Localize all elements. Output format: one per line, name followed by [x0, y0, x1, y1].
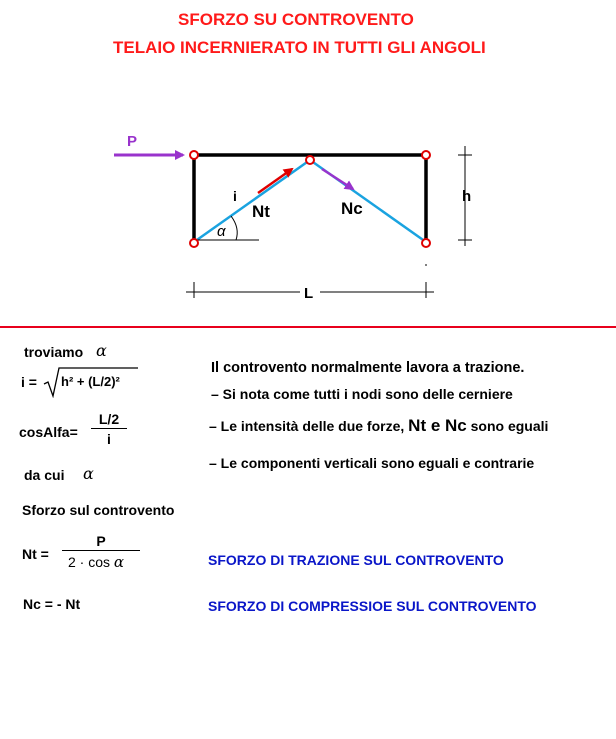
alpha-symbol-1: α — [96, 341, 107, 360]
hinge-top-right — [422, 151, 430, 159]
cos-denominator: i — [107, 431, 111, 447]
height-label: h — [462, 188, 472, 205]
tension-arrow — [258, 169, 292, 193]
alpha-symbol-2: α — [83, 464, 94, 483]
hinge-bottom-left — [190, 239, 198, 247]
span-label: L — [304, 285, 314, 302]
note-line-3-part-c: sono eguali — [470, 418, 549, 434]
troviamo-text: troviamo — [24, 344, 84, 360]
note-line-3 — [209, 416, 548, 436]
title-line-2: TELAIO INCERNIERATO IN TUTTI GLI ANGOLI — [113, 38, 486, 57]
cos-formula-lhs: cosAlfa= — [19, 424, 78, 440]
nc-formula: Nc = - Nt — [23, 596, 81, 612]
inclination-label: i — [233, 188, 237, 204]
compression-arrow — [322, 169, 353, 189]
hinge-bottom-right — [422, 239, 430, 247]
sqrt-body: h² + (L/2)² — [61, 374, 120, 389]
frame-diagram — [0, 0, 616, 330]
nt-denominator: 2 · cos — [68, 554, 111, 570]
i-formula-lhs: i = — [21, 374, 37, 390]
hinge-top-left — [190, 151, 198, 159]
compression-result-label: SFORZO DI COMPRESSIOE SUL CONTROVENTO — [208, 598, 537, 614]
nt-fraction — [62, 533, 140, 571]
title-line-1: SFORZO SU CONTROVENTO — [178, 10, 414, 29]
note-line-2: – Si nota come tutti i nodi sono delle cerniere — [211, 386, 513, 402]
note-line-3-part-a: – Le intensità delle due forze, — [209, 418, 405, 434]
note-line-1: Il controvento normalmente lavora a trazione. — [211, 360, 525, 376]
hinge-apex — [306, 156, 314, 164]
da-cui-text: da cui — [24, 467, 65, 483]
load-label: P — [127, 133, 138, 150]
frame — [194, 155, 426, 242]
section-divider — [0, 326, 616, 328]
cos-fraction — [91, 411, 127, 447]
note-line-3-part-b: Nt e Nc — [408, 416, 467, 435]
angle-arc — [231, 216, 237, 240]
compression-label: Nc — [341, 199, 363, 218]
tension-label: Nt — [252, 202, 270, 221]
nt-denominator-alpha: α — [113, 553, 125, 571]
angle-label: α — [217, 223, 226, 240]
cos-numerator: L/2 — [91, 411, 127, 429]
nt-formula-lhs: Nt = — [22, 546, 49, 562]
nt-numerator: P — [62, 533, 140, 551]
section-title: Sforzo sul controvento — [22, 502, 175, 518]
hinges — [190, 151, 430, 247]
brace-tension — [194, 160, 310, 242]
tension-result-label: SFORZO DI TRAZIONE SUL CONTROVENTO — [208, 552, 504, 568]
note-line-4: – Le componenti verticali sono eguali e contrarie — [209, 455, 535, 471]
